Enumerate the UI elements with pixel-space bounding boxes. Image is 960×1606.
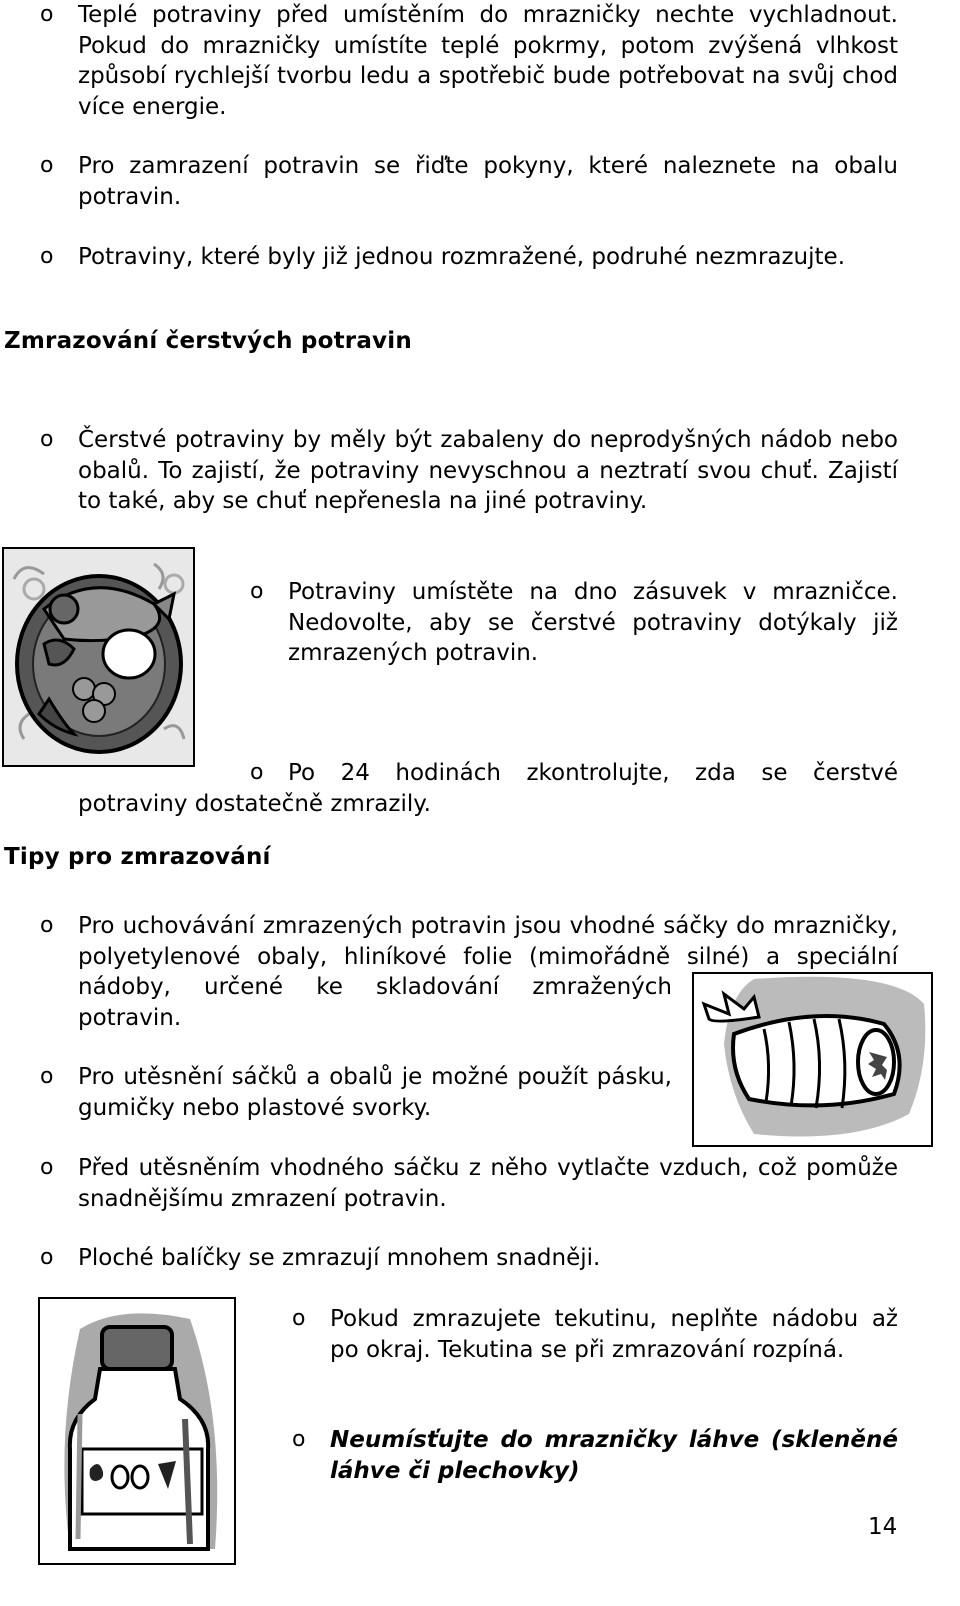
- tips-bullet-3: Před utěsněním vhodného sáčku z něho vytlačte vzduch, což pomůže snadnějšímu zmrazení potravin.: [78, 1155, 898, 1212]
- bullet-marker: o: [250, 579, 264, 604]
- intro-bullet-3: Potraviny, které byly již jednou rozmražené, podruhé nezmrazujte.: [78, 244, 846, 270]
- fish-plate-icon: [4, 549, 193, 765]
- fresh-bullet-3: Po 24 hodinách zkontrolujte, zda se čerstvé potraviny dostatečně zmrazily.: [78, 760, 898, 817]
- bullet-marker: o: [40, 427, 54, 452]
- intro-bullet-1: Teplé potraviny před umístěním do mrazničky nechte vychladnout. Pokud do mrazničky umístíte teplé pokrmy, potom zvýšená vlhkost způsobí rychlejší tvorbu ledu a spotřebič bude potřebovat na svůj chod více energie.: [78, 2, 898, 120]
- bullet-marker: o: [292, 1427, 306, 1452]
- bullet-marker: o: [250, 760, 264, 785]
- fresh-bullet-1: Čerstvé potraviny by měly být zabaleny do neprodyšných nádob nebo obalů. To zajistí, že potraviny nevyschnou a neztratí svou chuť. Zajistí to také, aby se chuť nepřenesla na jiné potraviny.: [78, 427, 898, 514]
- section-title-fresh: Zmrazování čerstvých potravin: [4, 328, 412, 354]
- bullet-marker: o: [40, 1155, 54, 1180]
- bullet-marker: o: [40, 244, 54, 269]
- tips-bullet-4: Ploché balíčky se zmrazují mnohem snadněji.: [78, 1245, 601, 1271]
- intro-bullet-2: Pro zamrazení potravin se řiďte pokyny, které naleznete na obalu potravin.: [78, 153, 898, 210]
- bottle-icon: [40, 1299, 234, 1563]
- wrapped-roll-picture: [692, 972, 933, 1147]
- tips-bullet-2: Pro utěsnění sáčků a obalů je možné použít pásku, gumičky nebo plastové svorky.: [78, 1064, 672, 1121]
- fresh-bullet-2: Potraviny umístěte na dno zásuvek v mrazničce. Nedovolte, aby se čerstvé potraviny dotýkaly již zmrazených potravin.: [288, 579, 898, 666]
- bullet-marker: o: [40, 153, 54, 178]
- bullet-marker: o: [40, 913, 54, 938]
- wrapped-roll-icon: [694, 974, 931, 1145]
- bullet-marker: o: [292, 1306, 306, 1331]
- tips-bullet-1-text: Pro uchovávání zmrazených potravin jsou vhodné sáčky do mrazničky, polyetylenové obaly, hliníkové folie (mimořádně silné) a speciální nádoby, určené ke skladování zmražených potravin.: [78, 913, 898, 1031]
- section-title-tips: Tipy pro zmrazování: [4, 844, 271, 870]
- tips-bullet-6: Neumísťujte do mrazničky láhve (skleněné láhve či plechovky): [330, 1427, 898, 1484]
- page-number: 14: [868, 1514, 898, 1540]
- bullet-marker: o: [40, 1064, 54, 1089]
- bullet-marker: o: [40, 2, 54, 27]
- tips-bullet-5: Pokud zmrazujete tekutinu, neplňte nádobu až po okraj. Tekutina se při zmrazování rozpíná.: [330, 1306, 898, 1363]
- bottle-picture: [38, 1297, 236, 1565]
- bullet-marker: o: [40, 1245, 54, 1270]
- fish-plate-picture: [2, 547, 195, 767]
